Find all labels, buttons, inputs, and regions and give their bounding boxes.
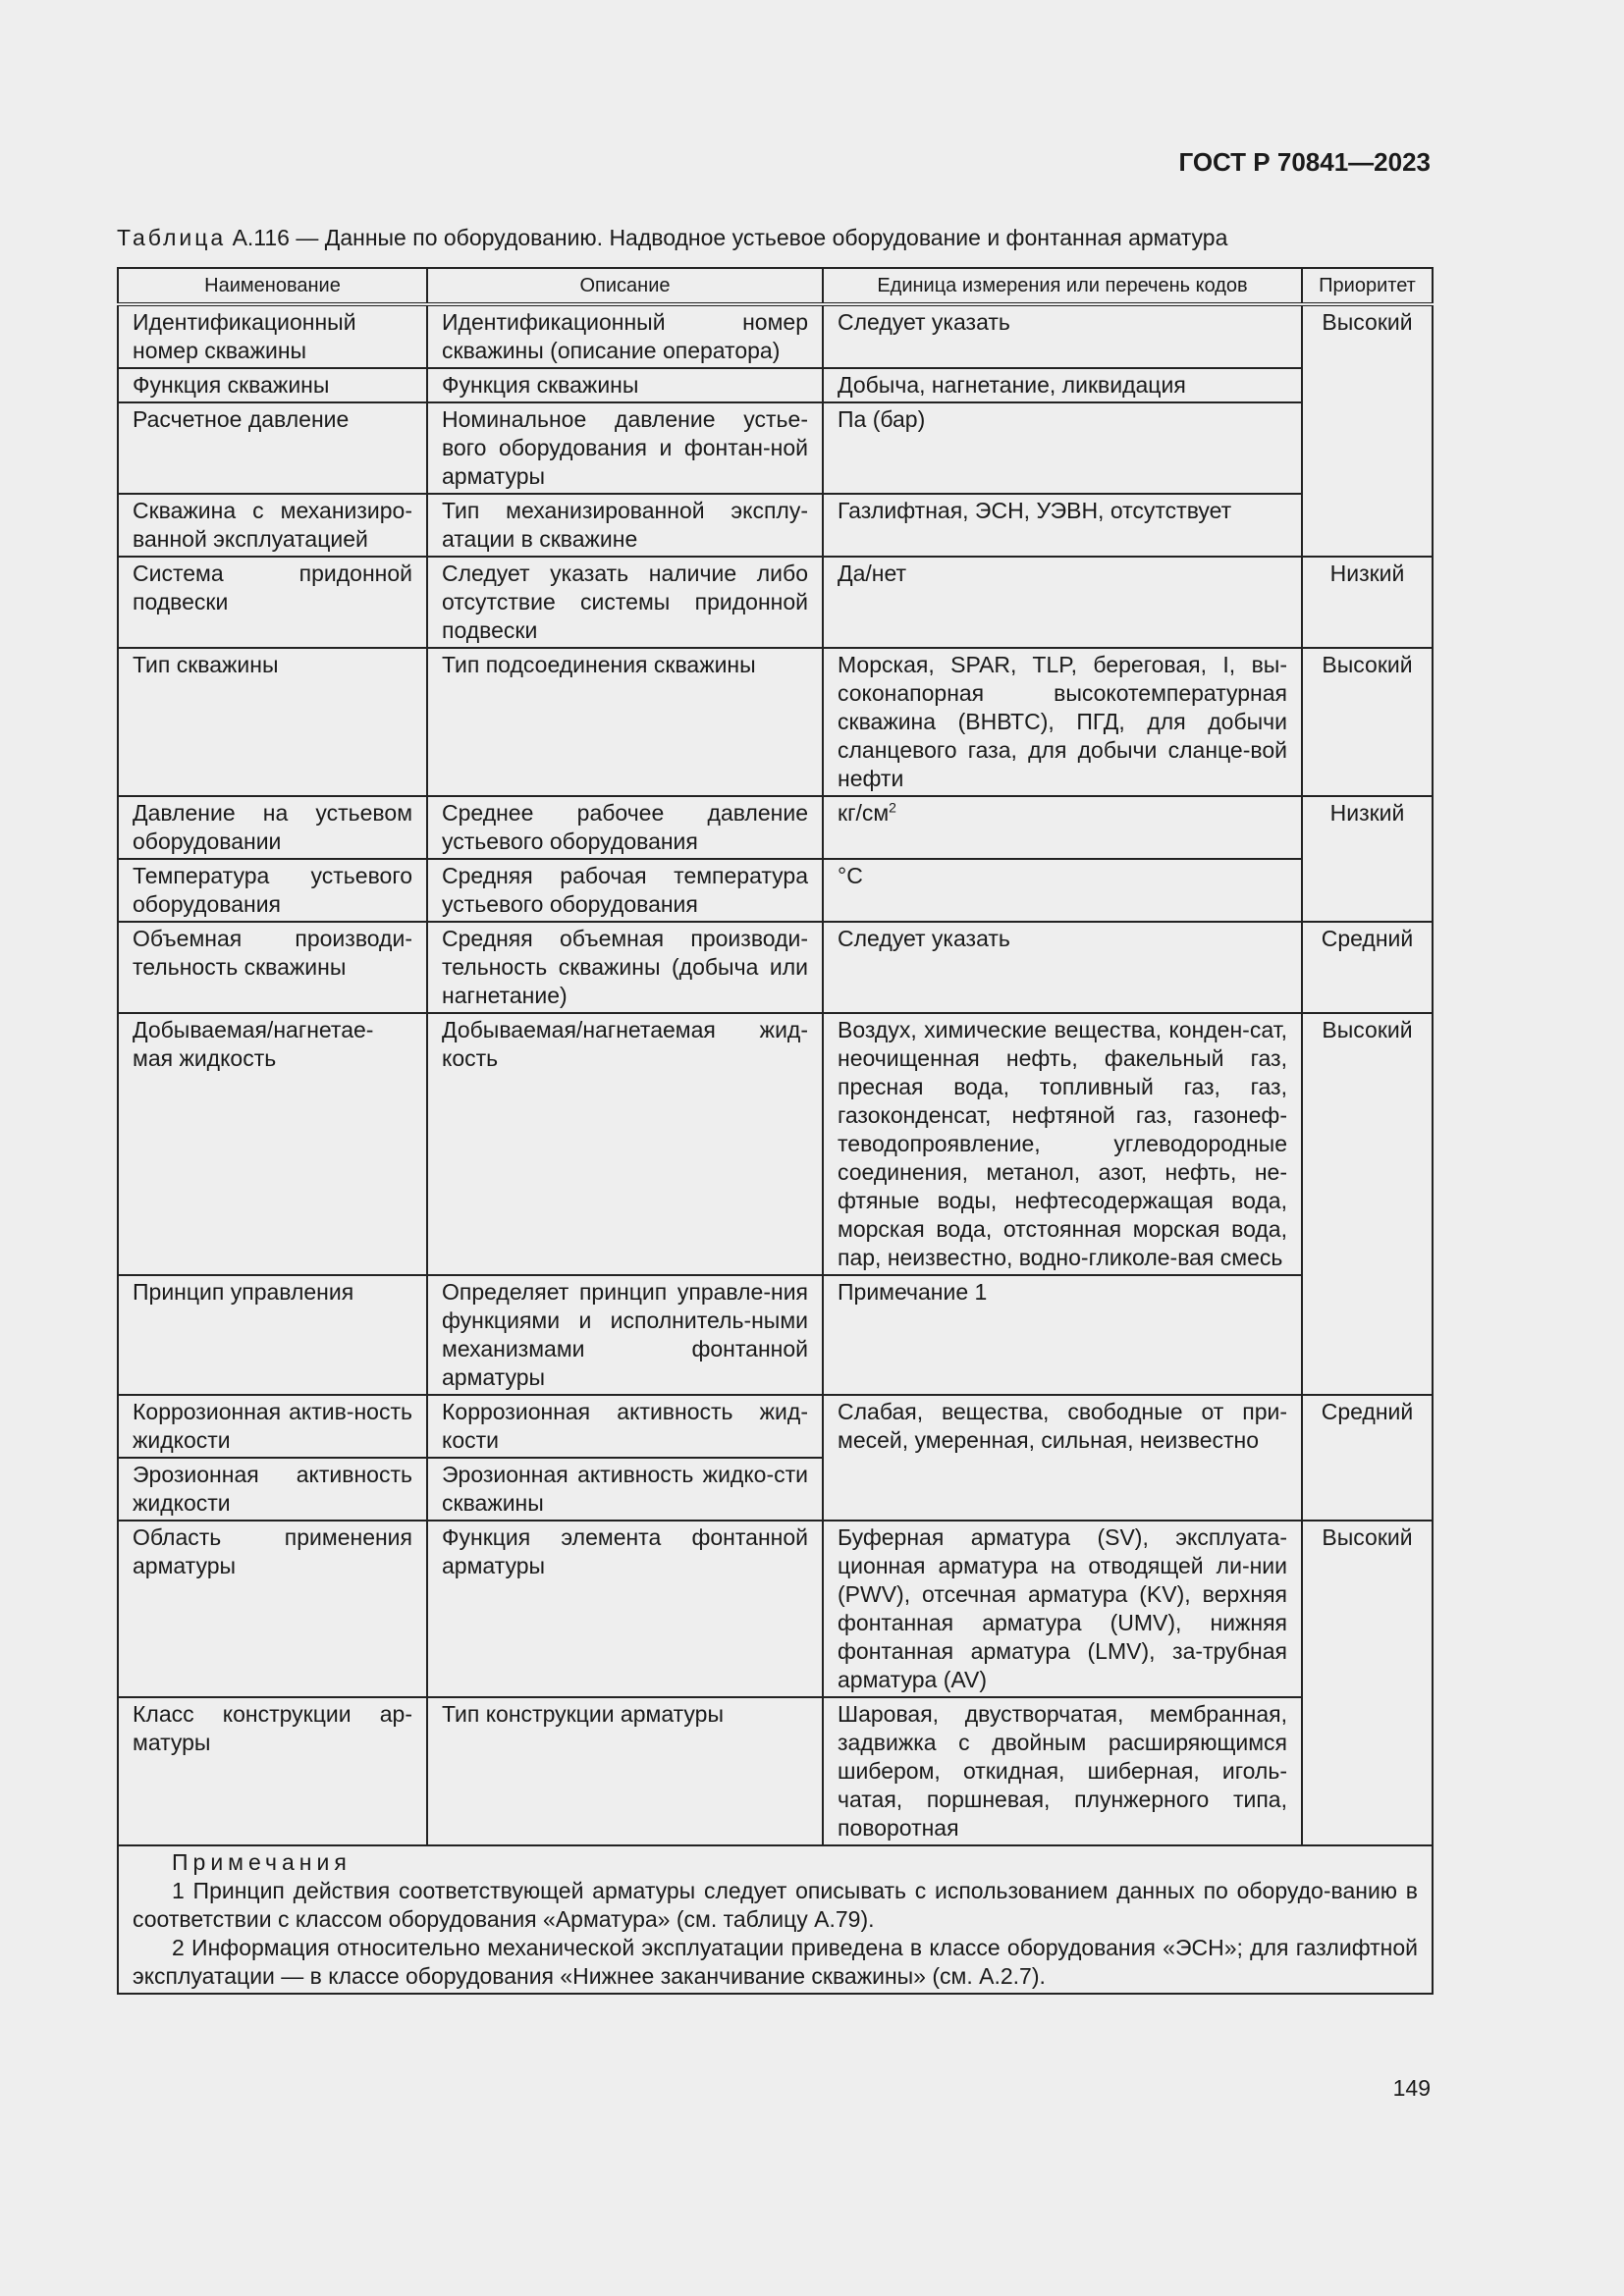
cell-unit: Воздух, химические вещества, конден-сат, неочищенная нефть, факельный газ, пресная вода, топливный газ, газ, газоконденсат, нефтяной газ, газонеф-теводопроявление, углеводородные соединения, метанол, азот, нефть, не-фтяные воды, нефтесодержащая вода, морская вода, отстоянная морская вода, пар, неизвестно, водно-гликоле-вая смесь: [823, 1013, 1302, 1275]
table-row: [118, 402, 1433, 494]
cell-unit: Шаровая, двустворчатая, мембранная, задвижка с двойным расширяющимся шибером, откидная, шиберная, иголь-чатая, поршневая, плунжерного типа, поворотная: [823, 1697, 1302, 1845]
cell-priority: Высокий: [1302, 1013, 1433, 1395]
cell-name: Принцип управления: [118, 1275, 427, 1395]
table-row: [118, 1521, 1433, 1697]
cell-name: Функция скважины: [118, 368, 427, 402]
table-caption-text: А.116 — Данные по оборудованию. Надводное устьевое оборудование и фонтанная арматура: [226, 225, 1228, 250]
table-row: [118, 368, 1433, 402]
cell-name: Класс конструкции ар-матуры: [118, 1697, 427, 1845]
cell-priority: Средний: [1302, 922, 1433, 1013]
cell-description: Определяет принцип управле-ния функциями и исполнитель-ными механизмами фонтанной арматуры: [427, 1275, 823, 1395]
cell-description: Идентификационный номер скважины (описание оператора): [427, 304, 823, 368]
cell-description: Коррозионная активность жид-кости: [427, 1395, 823, 1458]
notes-cell: [118, 1845, 1433, 1994]
cell-priority: Средний: [1302, 1395, 1433, 1521]
header-description: Описание: [427, 268, 823, 304]
cell-unit: Буферная арматура (SV), эксплуата-ционная арматура на отводящей ли-нии (PWV), отсечная арматура (KV), верхняя фонтанная арматура (UMV), нижняя фонтанная арматура (LMV), за-трубная арматура (AV): [823, 1521, 1302, 1697]
cell-description: Тип механизированной эксплу-атации в скважине: [427, 494, 823, 557]
cell-unit: Добыча, нагнетание, ликвидация: [823, 368, 1302, 402]
cell-unit: Да/нет: [823, 557, 1302, 648]
cell-name: Скважина с механизиро-ванной эксплуатацией: [118, 494, 427, 557]
cell-description: Номинальное давление устье-вого оборудования и фонтан-ной арматуры: [427, 402, 823, 494]
cell-description: Эрозионная активность жидко-сти скважины: [427, 1458, 823, 1521]
table-row: [118, 922, 1433, 1013]
cell-name: Давление на устьевом оборудовании: [118, 796, 427, 859]
table-row: [118, 859, 1433, 922]
cell-description: Среднее рабочее давление устьевого оборудования: [427, 796, 823, 859]
table-row: [118, 648, 1433, 796]
equipment-data-table: [117, 267, 1434, 1995]
note-item: 1 Принцип действия соответствующей арматуры следует описывать с использованием данных по оборудо-ванию в соответствии с классом оборудования «Арматура» (см. таблицу А.79).: [133, 1878, 1418, 1932]
cell-unit: [823, 796, 1302, 859]
cell-priority: Низкий: [1302, 557, 1433, 648]
cell-unit: Следует указать: [823, 304, 1302, 368]
document-code: ГОСТ Р 70841—2023: [1178, 147, 1431, 177]
table-row: [118, 1697, 1433, 1845]
cell-name: Эрозионная активность жидкости: [118, 1458, 427, 1521]
cell-name: Добываемая/нагнетае-мая жидкость: [118, 1013, 427, 1275]
notes-title: Примечания: [172, 1849, 352, 1875]
table-row: [118, 1013, 1433, 1275]
table-header-row: [118, 268, 1433, 304]
cell-description: Средняя объемная производи-тельность скважины (добыча или нагнетание): [427, 922, 823, 1013]
note-item: 2 Информация относительно механической эксплуатации приведена в классе оборудования «ЭСН»; для газлифтной эксплуатации — в классе оборудования «Нижнее заканчивание скважины» (см. А.2.7).: [133, 1935, 1418, 1989]
cell-description: Тип подсоединения скважины: [427, 648, 823, 796]
cell-description: Функция скважины: [427, 368, 823, 402]
table-caption-prefix: Таблица: [117, 225, 227, 250]
unit-superscript: 2: [889, 799, 896, 816]
cell-unit: °C: [823, 859, 1302, 922]
cell-priority: Высокий: [1302, 304, 1433, 557]
cell-description: Следует указать наличие либо отсутствие системы придонной подвески: [427, 557, 823, 648]
cell-unit: Примечание 1: [823, 1275, 1302, 1395]
cell-unit: Газлифтная, ЭСН, УЭВН, отсутствует: [823, 494, 1302, 557]
cell-priority: Высокий: [1302, 648, 1433, 796]
cell-priority: Низкий: [1302, 796, 1433, 922]
table-row: [118, 1275, 1433, 1395]
header-unit: Единица измерения или перечень кодов: [823, 268, 1302, 304]
cell-priority: Высокий: [1302, 1521, 1433, 1845]
page-number: 149: [1392, 2075, 1431, 2101]
cell-description: Добываемая/нагнетаемая жид-кость: [427, 1013, 823, 1275]
cell-unit: Слабая, вещества, свободные от при-месей, умеренная, сильная, неизвестно: [823, 1395, 1302, 1521]
cell-description: Средняя рабочая температура устьевого оборудования: [427, 859, 823, 922]
header-priority: Приоритет: [1302, 268, 1433, 304]
cell-name: Расчетное давление: [118, 402, 427, 494]
cell-description: Тип конструкции арматуры: [427, 1697, 823, 1845]
unit-text: кг/см: [838, 800, 890, 826]
cell-unit: Па (бар): [823, 402, 1302, 494]
notes-row: [118, 1845, 1433, 1994]
table-row: [118, 557, 1433, 648]
table-row: [118, 304, 1433, 368]
cell-unit: Следует указать: [823, 922, 1302, 1013]
cell-name: Тип скважины: [118, 648, 427, 796]
header-name: Наименование: [118, 268, 427, 304]
table-row: [118, 494, 1433, 557]
cell-name: Объемная производи-тельность скважины: [118, 922, 427, 1013]
cell-name: Область применения арматуры: [118, 1521, 427, 1697]
cell-unit: Морская, SPAR, TLP, береговая, I, вы-соконапорная высокотемпературная скважина (ВНВТС), ПГД, для добычи сланцевого газа, для добычи сланце-вой нефти: [823, 648, 1302, 796]
table-row: [118, 1395, 1433, 1458]
table-caption: [117, 225, 1227, 251]
cell-name: Система придонной подвески: [118, 557, 427, 648]
cell-description: Функция элемента фонтанной арматуры: [427, 1521, 823, 1697]
cell-name: Температура устьевого оборудования: [118, 859, 427, 922]
cell-name: Коррозионная актив-ность жидкости: [118, 1395, 427, 1458]
table-row: [118, 796, 1433, 859]
cell-name: Идентификационный номер скважины: [118, 304, 427, 368]
